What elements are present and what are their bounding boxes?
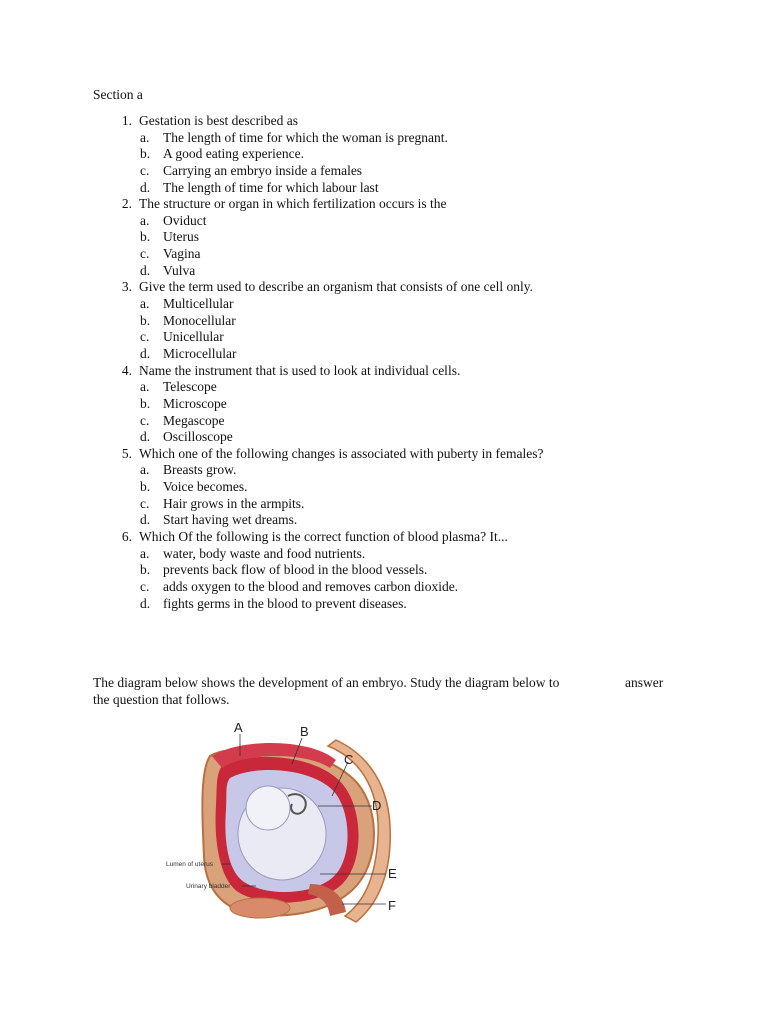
option-text: A good eating experience. [163, 146, 304, 162]
option-row [93, 296, 693, 313]
option-letter: c. [140, 412, 150, 428]
option-row [93, 346, 693, 363]
option-letter: a. [140, 462, 150, 478]
question-number: 3. [121, 279, 132, 295]
label-b: B [300, 724, 309, 739]
option-row [93, 396, 693, 413]
option-letter: b. [140, 312, 151, 328]
question-number: 5. [121, 445, 132, 461]
option-letter: d. [140, 345, 151, 361]
label-bladder: Urinary bladder [186, 883, 231, 890]
option-text: adds oxygen to the blood and removes carbon dioxide. [163, 578, 459, 594]
embryo-diagram-svg [160, 716, 420, 930]
option-letter: d. [140, 429, 151, 445]
diagram-intro [93, 674, 693, 708]
section-heading: Section a [93, 87, 143, 102]
option-letter: c. [140, 246, 150, 262]
question-row [93, 529, 693, 546]
option-row [93, 180, 693, 197]
option-letter: b. [140, 395, 151, 411]
question-text: Name the instrument that is used to look at individual cells. [139, 362, 461, 378]
option-letter: a. [140, 545, 150, 561]
option-letter: b. [140, 562, 151, 578]
question-number: 1. [121, 113, 132, 128]
option-letter: d. [140, 512, 151, 528]
option-letter: c. [140, 578, 150, 594]
option-letter: b. [140, 146, 151, 162]
option-text: Megascope [163, 412, 225, 428]
option-letter: d. [140, 595, 151, 611]
option-text: Multicellular [163, 296, 234, 312]
question-text: Give the term used to describe an organism that consists of one cell only. [139, 279, 534, 295]
option-text: water, body waste and food nutrients. [163, 545, 366, 561]
question-row [93, 113, 693, 130]
diagram-intro-tail: answer [625, 675, 664, 690]
option-text: Oscilloscope [163, 429, 233, 445]
label-e: E [388, 866, 397, 881]
option-text: Voice becomes. [163, 479, 248, 495]
option-row [93, 313, 693, 330]
option-row [93, 146, 693, 163]
option-letter: b. [140, 479, 151, 495]
option-row [93, 496, 693, 513]
option-letter: c. [140, 162, 150, 178]
option-text: Hair grows in the armpits. [163, 495, 305, 511]
option-text: Start having wet dreams. [163, 512, 298, 528]
diagram-intro-line1: The diagram below shows the development of an embryo. Study the diagram below to [93, 675, 560, 690]
urinary-bladder [230, 898, 290, 918]
option-text: Vagina [163, 246, 201, 262]
fetus-head [246, 786, 290, 830]
option-row [93, 263, 693, 280]
option-text: Carrying an embryo inside a females [163, 162, 363, 178]
option-text: Microscope [163, 395, 227, 411]
option-row [93, 562, 693, 579]
question-number: 4. [121, 362, 132, 378]
option-letter: d. [140, 179, 151, 195]
option-text: Microcellular [163, 345, 237, 361]
label-d: D [372, 798, 382, 813]
question-text: Gestation is best described as [139, 113, 298, 128]
option-row [93, 546, 693, 563]
option-row [93, 379, 693, 396]
option-letter: a. [140, 296, 150, 312]
option-letter: c. [140, 495, 150, 511]
diagram-intro-line2: the question that follows. [93, 692, 230, 707]
option-text: The length of time for which the woman is pregnant. [163, 129, 448, 145]
option-row [93, 329, 693, 346]
question-row [93, 279, 693, 296]
option-text: Monocellular [163, 312, 236, 328]
label-a: A [234, 720, 243, 735]
option-row [93, 512, 693, 529]
option-text: Unicellular [163, 329, 224, 345]
option-text: Telescope [163, 379, 217, 395]
option-letter: a. [140, 379, 150, 395]
option-letter: b. [140, 229, 151, 245]
option-row [93, 579, 693, 596]
option-letter: d. [140, 262, 151, 278]
option-text: fights germs in the blood to prevent diseases. [163, 595, 407, 611]
question-row [93, 363, 693, 380]
embryo-diagram [160, 716, 420, 930]
option-row [93, 213, 693, 230]
option-text: The length of time for which labour last [163, 179, 379, 195]
option-text: Uterus [163, 229, 199, 245]
question-row [93, 196, 693, 213]
label-c: C [344, 752, 354, 767]
option-text: Vulva [163, 262, 196, 278]
question-number: 6. [121, 529, 132, 545]
option-row [93, 596, 693, 613]
option-letter: c. [140, 329, 150, 345]
question-text: Which Of the following is the correct function of blood plasma? It... [139, 529, 508, 545]
question-text: Which one of the following changes is associated with puberty in females? [139, 445, 544, 461]
question-number: 2. [121, 196, 132, 212]
option-row [93, 163, 693, 180]
question-list [93, 113, 693, 612]
label-f: F [388, 898, 396, 913]
option-letter: a. [140, 129, 150, 145]
option-row [93, 130, 693, 147]
question-text: The structure or organ in which fertilization occurs is the [139, 196, 447, 212]
option-row [93, 479, 693, 496]
option-letter: a. [140, 212, 150, 228]
label-lumen: Lumen of uterus [166, 861, 213, 868]
option-row [93, 246, 693, 263]
option-text: Oviduct [163, 212, 207, 228]
question-row [93, 446, 693, 463]
option-text: prevents back flow of blood in the blood vessels. [163, 562, 428, 578]
option-text: Breasts grow. [163, 462, 237, 478]
option-row [93, 429, 693, 446]
option-row [93, 413, 693, 430]
option-row [93, 229, 693, 246]
option-row [93, 462, 693, 479]
